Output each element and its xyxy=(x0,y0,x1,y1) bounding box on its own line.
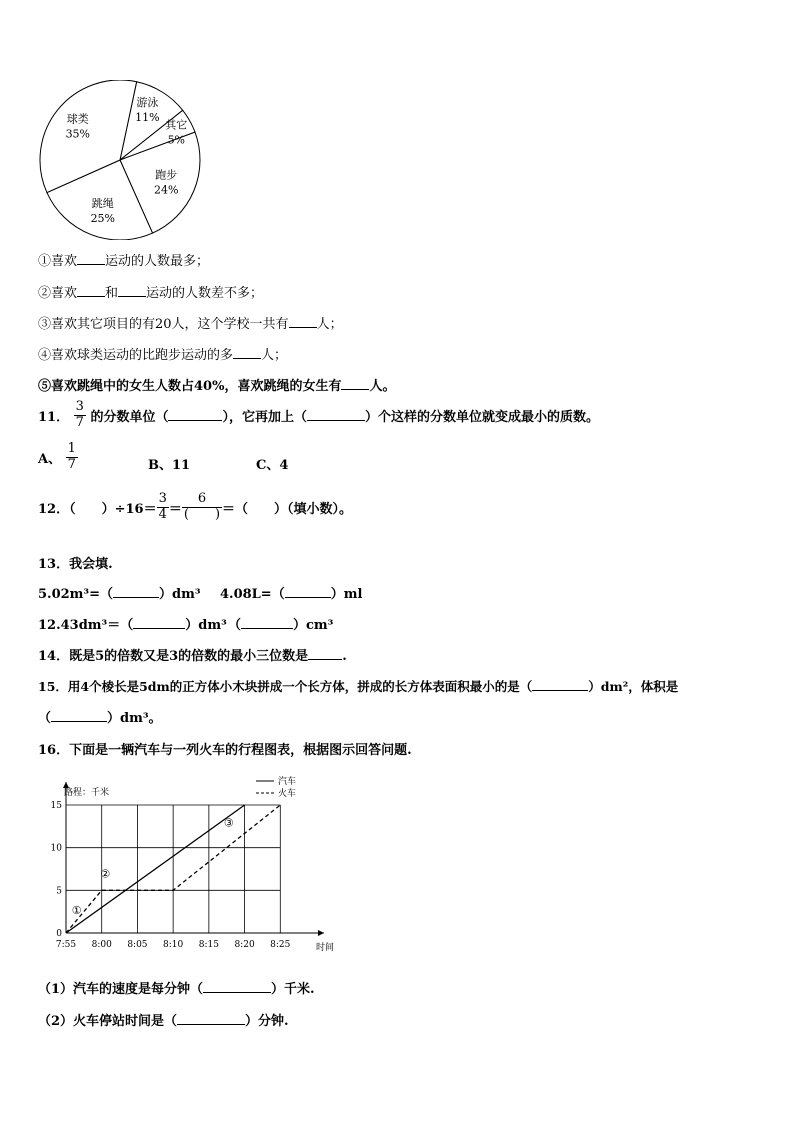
chart-marker: ③ xyxy=(223,816,234,830)
question-number: 13． xyxy=(38,557,70,572)
x-axis-label: 时间 xyxy=(316,943,335,953)
question-number: 15． xyxy=(38,679,68,694)
q16-sub-1: （1）汽车的速度是每分钟（ ）千米. xyxy=(38,982,315,997)
x-axis-arrow xyxy=(318,930,324,936)
question-number: 11． xyxy=(38,409,70,425)
x-tick-label: 8:00 xyxy=(91,940,112,950)
q10-item-4: ④喜欢球类运动的比跑步运动的多 人； xyxy=(38,348,288,363)
question-15-cont: （ ）dm³。 xyxy=(38,711,162,726)
fraction-3-7: $\frac{3}{7}$ xyxy=(75,399,84,430)
pie-value-label: 35% xyxy=(65,127,91,141)
answer-blank[interactable] xyxy=(532,678,588,691)
pie-label: 球类 xyxy=(66,112,89,126)
question-12: 12．（ ）÷16＝ $\frac{3}{4}$ ＝ $\frac{6}{( )}$ ＝（ ）（填小数）。 xyxy=(38,491,353,522)
fraction-6-blank: $\frac{6}{( )}$ xyxy=(183,491,221,522)
pie-label: 游泳 xyxy=(136,95,159,109)
x-tick-label: 7:55 xyxy=(55,940,77,950)
answer-blank[interactable] xyxy=(285,585,331,598)
fraction-1-7: $\frac{1}{7}$ xyxy=(67,441,76,472)
y-tick-label: 10 xyxy=(50,843,62,854)
q10-item-1: ①喜欢 运动的人数最多； xyxy=(38,254,210,269)
answer-blank[interactable] xyxy=(77,252,105,265)
series-line-汽车 xyxy=(66,805,245,933)
x-tick-label: 8:15 xyxy=(198,940,219,950)
chart-marker: ② xyxy=(100,867,111,881)
q13-line-1b: 4.08L=（ ）ml xyxy=(220,587,363,602)
y-tick-label: 5 xyxy=(56,886,62,897)
answer-blank[interactable] xyxy=(289,315,317,328)
question-number: 14． xyxy=(38,649,70,664)
question-11: 11． $\frac{3}{7}$ 的分数单位（ ），它再加上（ ）个这样的分数单位就变成最小的质数。 xyxy=(38,399,599,430)
chart-marker: ① xyxy=(71,904,82,918)
y-tick-label: 15 xyxy=(50,801,62,811)
fraction-3-4: $\frac{3}{4}$ xyxy=(158,491,167,522)
answer-blank[interactable] xyxy=(168,408,222,421)
pie-label: 跳绳 xyxy=(91,196,114,210)
y-tick-label: 0 xyxy=(56,929,62,939)
pie-value-label: 24% xyxy=(153,183,179,197)
question-number: 16． xyxy=(38,743,70,758)
q13-line-2: 12.43dm³＝（ ）dm³ xyxy=(38,618,227,633)
answer-blank[interactable] xyxy=(77,284,105,297)
chart-legend xyxy=(256,775,296,799)
x-tick-label: 8:20 xyxy=(234,940,255,950)
answer-blank[interactable] xyxy=(51,709,107,722)
question-14: 14．既是5的倍数又是3的倍数的最小三位数是 . xyxy=(38,649,347,664)
answer-blank[interactable] xyxy=(177,1012,245,1025)
q11-option-b[interactable]: B、11 xyxy=(148,458,191,473)
y-axis-label: 路程：千米 xyxy=(64,788,110,798)
x-tick-label: 8:25 xyxy=(270,940,291,950)
question-13-title: 13．我会填. xyxy=(38,557,113,572)
answer-blank[interactable] xyxy=(233,346,261,359)
pie-value-label: 11% xyxy=(135,110,160,124)
pie-value-label: 5% xyxy=(167,133,186,147)
question-16: 16．下面是一辆汽车与一列火车的行程图表，根据图示回答问题. xyxy=(38,743,412,758)
pie-label: 其它 xyxy=(165,118,188,132)
q10-item-2: ②喜欢 和 运动的人数差不多； xyxy=(38,286,264,301)
line-chart xyxy=(38,770,348,955)
q13-line-1: 5.02m³=（ ）dm³ xyxy=(38,587,201,602)
q13-line-2b: （ ）cm³ xyxy=(228,618,334,633)
chart-grid xyxy=(66,805,280,933)
q16-sub-2: （2）火车停站时间是（ ）分钟. xyxy=(38,1014,289,1029)
answer-blank[interactable] xyxy=(118,284,146,297)
question-15: 15．用4个棱长是5dm的正方体小木块拼成一个长方体，拼成的长方体表面积最小的是（ ）dm²，体积是 xyxy=(38,679,679,694)
answer-blank[interactable] xyxy=(133,616,185,629)
chart-tick-labels xyxy=(51,801,291,950)
answer-blank[interactable] xyxy=(308,647,342,660)
q11-option-a[interactable]: A、 $\frac{1}{7}$ xyxy=(38,441,76,472)
q11-option-c[interactable]: C、4 xyxy=(256,458,289,473)
x-tick-label: 8:05 xyxy=(127,940,148,950)
answer-blank[interactable] xyxy=(341,377,369,390)
pie-chart xyxy=(35,80,210,240)
chart-markers xyxy=(72,816,234,917)
pie-slices xyxy=(40,80,200,240)
x-tick-label: 8:10 xyxy=(163,940,184,950)
pie-value-label: 25% xyxy=(90,211,116,225)
answer-blank[interactable] xyxy=(241,616,293,629)
answer-blank[interactable] xyxy=(307,408,365,421)
pie-label: 跑步 xyxy=(155,168,178,182)
legend-entry: 火车 xyxy=(278,789,297,799)
answer-blank[interactable] xyxy=(113,585,159,598)
q10-item-3: ③喜欢其它项目的有20人，这个学校一共有 人； xyxy=(38,317,343,332)
answer-blank[interactable] xyxy=(203,980,271,993)
q10-item-5: ⑤喜欢跳绳中的女生人数占40%，喜欢跳绳的女生有 人。 xyxy=(38,379,396,394)
legend-entry: 汽车 xyxy=(278,777,297,787)
question-number: 12． xyxy=(38,501,70,517)
